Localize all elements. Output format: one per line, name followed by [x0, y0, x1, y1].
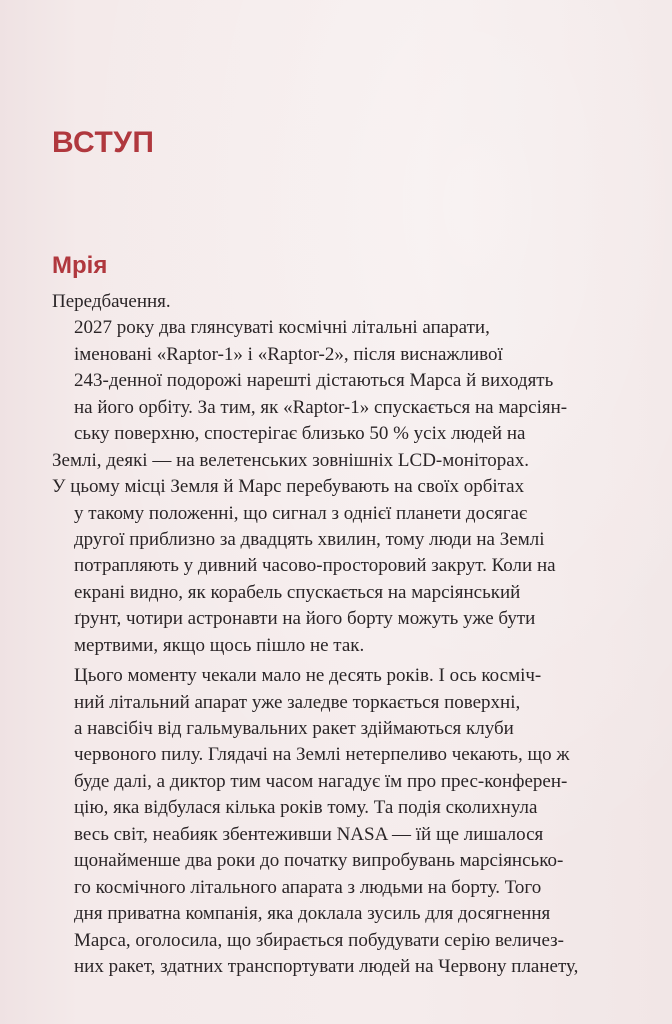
text-line: ську поверхню, спостерігає близько 50 % усіх людей на [74, 423, 526, 445]
text-line: червоного пилу. Глядачі на Землі нетерпеливо чекають, що ж [74, 744, 570, 766]
text-line: них ракет, здатних транспортувати людей на Червону планету, [74, 955, 579, 977]
paragraph-start-line: Цього моменту чекали мало не десять років. І ось косміч- [74, 665, 542, 687]
text-line: дня приватна компанія, яка доклала зусиль для досягнення [74, 903, 551, 925]
text-line: го космічного літального апарата з людьми на борту. Того [74, 876, 542, 898]
text-line: Землі, деякі — на велетенських зовнішніх LCD-моніторах. [52, 449, 529, 471]
section-title: Мрія [52, 252, 108, 279]
text-line: цію, яка відбулася кілька років тому. Та подія сколихнула [74, 797, 538, 819]
text-line: мертвими, якщо щось пішло не так. [74, 634, 365, 656]
text-line: ний літальний апарат уже заледве торкається поверхні, [74, 691, 521, 713]
text-line: буде далі, а диктор тим часом нагадує їм про прес-конферен- [74, 770, 568, 792]
text-line: потрапляють у дивний часово-просторовий закрут. Коли на [74, 555, 556, 577]
paragraph-start-line: 2027 року два глянсуваті космічні літальні апарати, [74, 317, 490, 339]
text-line: екрані видно, як корабель спускається на марсіянський [74, 581, 521, 603]
text-line: Марса, оголосила, що збирається побудувати серію величез- [74, 929, 564, 951]
text-line: у такому положенні, що сигнал з однієї планети досягає [74, 502, 528, 524]
text-line: У цьому місці Земля й Марс перебувають на своїх орбітах [52, 476, 525, 498]
text-line: весь світ, неабияк збентеживши NASA — їй ще лишалося [74, 823, 544, 845]
text-line: іменовані «Raptor-1» і «Raptor-2», після виснажливої [74, 343, 503, 365]
text-line: щонайменше два роки до початку випробувань марсіянсько- [74, 850, 564, 872]
text-line: 243-денної подорожі нарешті дістаються Марса й виходять [74, 370, 554, 392]
text-line: на його орбіту. За тим, як «Raptor-1» спускається на марсіян- [74, 396, 568, 418]
text-line: Передбачення. [52, 291, 171, 312]
text-line: а навсібіч від гальмувальних ракет здіймаються клуби [74, 718, 514, 739]
body-text [52, 289, 612, 980]
text-line: ґрунт, чотири астронавти на його борту можуть уже бути [74, 608, 536, 630]
chapter-title: ВСТУП [52, 126, 155, 159]
text-line: другої приблизно за двадцять хвилин, тому люди на Землі [74, 528, 545, 550]
